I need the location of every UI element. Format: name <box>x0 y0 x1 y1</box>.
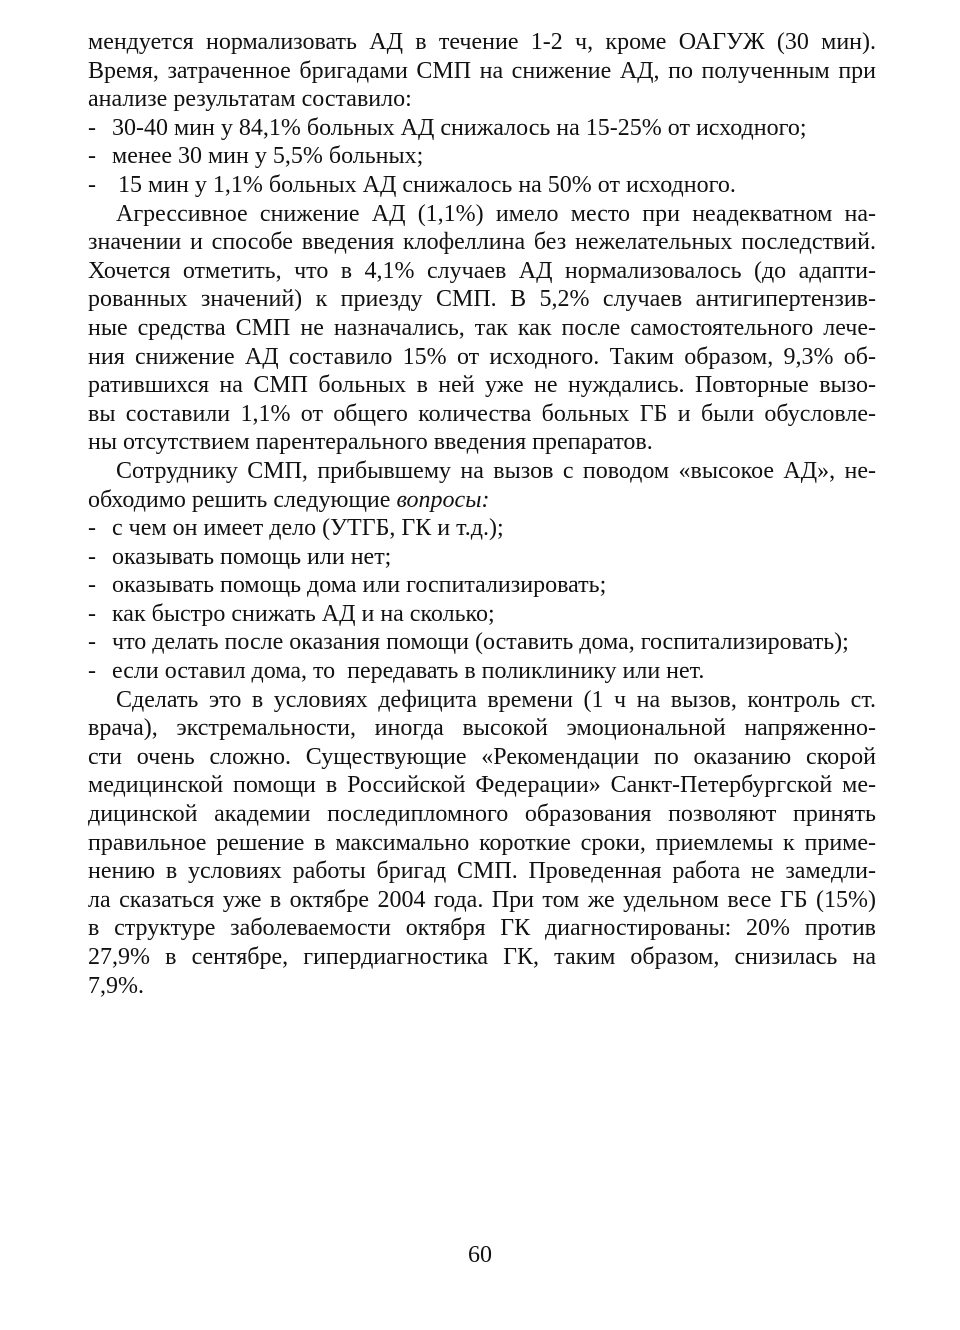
list-item-text: если оставил дома, то передавать в поликлинику или нет. <box>112 658 705 685</box>
list-item <box>88 657 876 686</box>
text-line: 7,9%. <box>88 972 144 999</box>
list-item <box>88 142 876 171</box>
text-line: мендуется нормализовать АД в течение 1-2 ч, кроме ОАГУЖ (30 мин). <box>88 29 876 55</box>
text-line: вы составили 1,1% от общего количества больных ГБ и были обусловле- <box>88 400 876 427</box>
text-line: дицинской академии последипломного образования позволяют принять <box>88 801 876 828</box>
text-line: врача), экстремальности, иногда высокой эмоциональной напряженно- <box>88 715 876 742</box>
text-line: сти очень сложно. Существующие «Рекомендации по оказанию скорой <box>88 743 876 770</box>
text-line: 27,9% в сентябре, гипердиагностика ГК, таким образом, снизилась на <box>88 944 876 970</box>
text-line: ратившихся на СМП больных в ней уже не нуждались. Повторные вызо- <box>88 372 876 399</box>
text-line: нению в условиях работы бригад СМП. Проведенная работа не замедли- <box>88 858 876 885</box>
bullet-dash: - <box>88 600 96 627</box>
page-number: 60 <box>468 1242 492 1268</box>
list-item-text: 15 мин у 1,1% больных АД снижалось на 50% от исходного. <box>112 171 736 198</box>
list-item <box>88 514 876 543</box>
bullet-dash: - <box>88 171 96 198</box>
list-item-text: менее 30 мин у 5,5% больных; <box>112 143 424 170</box>
text-line <box>88 486 876 515</box>
text-line: в структуре заболеваемости октября ГК диагностированы: 20% против <box>88 915 876 942</box>
bullet-dash: - <box>88 658 96 685</box>
bullet-dash: - <box>88 629 96 656</box>
bullet-dash: - <box>88 572 96 599</box>
text-line: ния снижение АД составило 15% от исходного. Таким образом, 9,3% об- <box>88 343 876 370</box>
bullet-dash: - <box>88 543 96 570</box>
text-line: правильное решение в максимально короткие сроки, приемлемы к приме- <box>88 829 876 856</box>
text-line: Сотруднику СМП, прибывшему на вызов с поводом «высокое АД», не- <box>116 457 876 484</box>
text-fragment: обходимо решить следующие <box>88 486 397 513</box>
text-line: Агрессивное снижение АД (1,1%) имело место при неадекватном на- <box>116 200 876 227</box>
list-item-text: как быстро снижать АД и на сколько; <box>112 600 495 627</box>
text-line: значении и способе введения клофеллина без нежелательных последствий. <box>88 229 876 256</box>
bullet-dash: - <box>88 515 96 542</box>
list-item <box>88 600 876 629</box>
list-item <box>88 571 876 600</box>
list-item-text: оказывать помощь дома или госпитализировать; <box>112 572 607 599</box>
list-item <box>88 171 876 200</box>
text-line: ные средства СМП не назначались, так как после самостоятельного лече- <box>88 314 876 341</box>
page-body <box>88 28 876 1000</box>
text-line: медицинской помощи в Российской Федерации» Санкт-Петербургской ме- <box>88 772 876 799</box>
list-item <box>88 114 876 143</box>
list-item-text: что делать после оказания помощи (оставить дома, госпитализировать); <box>112 629 849 656</box>
list-item-text: оказывать помощь или нет; <box>112 543 392 570</box>
list-item <box>88 628 876 657</box>
list-item-text: 30-40 мин у 84,1% больных АД снижалось на 15-25% от исходного; <box>112 114 807 141</box>
list-item <box>88 543 876 572</box>
text-line: ны отсутствием парентерального введения препаратов. <box>88 429 653 456</box>
bullet-dash: - <box>88 143 96 170</box>
text-line: анализе результатам составило: <box>88 86 412 113</box>
list-item-text: с чем он имеет дело (УТГБ, ГК и т.д.); <box>112 515 504 542</box>
text-line: ла сказаться уже в октябре 2004 года. При том же удельном весе ГБ (15%) <box>88 886 876 913</box>
text-line: Хочется отметить, что в 4,1% случаев АД нормализовалось (до адапти- <box>88 257 876 284</box>
bullet-dash: - <box>88 114 96 141</box>
italic-term: вопросы: <box>396 486 490 513</box>
text-line: Время, затраченное бригадами СМП на снижение АД, по полученным при <box>88 57 876 84</box>
text-line: Сделать это в условиях дефицита времени (1 ч на вызов, контроль ст. <box>116 686 876 713</box>
text-line: рованных значений) к приезду СМП. В 5,2% случаев антигипертензив- <box>88 286 876 313</box>
